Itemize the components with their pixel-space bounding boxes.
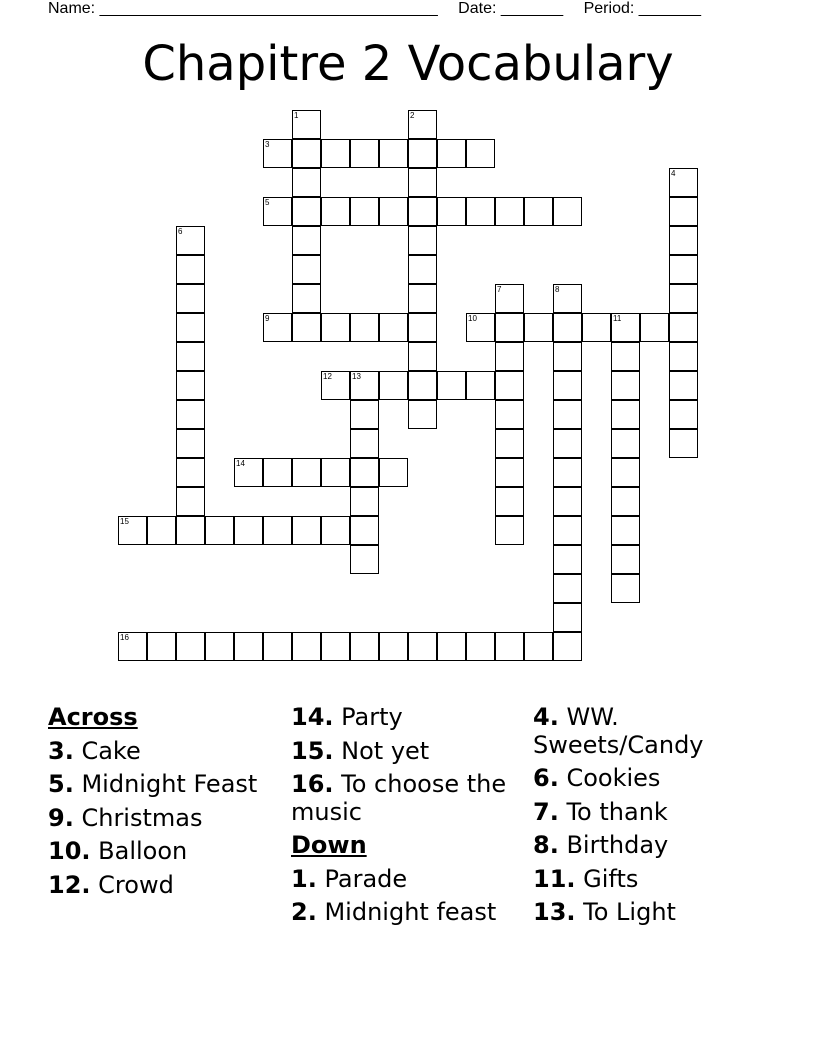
grid-cell[interactable]: [147, 516, 176, 545]
cell-number: 1: [294, 111, 299, 120]
cell-number: 8: [555, 285, 560, 294]
grid-cell[interactable]: [495, 429, 524, 458]
grid-cell[interactable]: [437, 139, 466, 168]
across-heading: Across: [48, 703, 138, 731]
grid-cell[interactable]: [437, 632, 466, 661]
clue-text: Birthday: [566, 831, 669, 859]
grid-cell[interactable]: [321, 632, 350, 661]
cell-number: 7: [497, 285, 502, 294]
grid-cell[interactable]: [350, 139, 379, 168]
grid-cell[interactable]: [292, 516, 321, 545]
grid-cell[interactable]: [611, 458, 640, 487]
grid-cell[interactable]: [553, 516, 582, 545]
grid-cell[interactable]: [176, 342, 205, 371]
grid-cell[interactable]: [263, 516, 292, 545]
clue-number: 14.: [291, 703, 334, 731]
grid-cell[interactable]: [466, 371, 495, 400]
grid-cell[interactable]: [379, 139, 408, 168]
clue-number: 8.: [533, 831, 559, 859]
grid-cell[interactable]: [408, 371, 437, 400]
grid-cell[interactable]: [495, 342, 524, 371]
grid-cell[interactable]: [582, 313, 611, 342]
grid-cell[interactable]: [669, 226, 698, 255]
grid-cell[interactable]: [669, 400, 698, 429]
grid-cell[interactable]: [495, 400, 524, 429]
clue-column-1: [48, 704, 278, 905]
grid-cell[interactable]: [292, 197, 321, 226]
grid-cell[interactable]: [147, 632, 176, 661]
cell-number: 3: [265, 140, 270, 149]
grid-cell[interactable]: [553, 458, 582, 487]
grid-cell[interactable]: [466, 139, 495, 168]
clue-down-6: [533, 765, 763, 793]
grid-cell[interactable]: [234, 632, 263, 661]
grid-cell[interactable]: [408, 197, 437, 226]
grid-cell[interactable]: [350, 458, 379, 487]
grid-cell[interactable]: [611, 429, 640, 458]
grid-cell[interactable]: [466, 632, 495, 661]
clue-number: 9.: [48, 803, 74, 832]
name-field[interactable]: Name: ______________________________________: [48, 0, 438, 17]
clue-text: To Light: [583, 898, 676, 926]
clue-down-7: [533, 799, 763, 827]
grid-cell[interactable]: [350, 516, 379, 545]
grid-cell[interactable]: [669, 255, 698, 284]
clue-number: 3.: [48, 736, 74, 765]
clue-across-5: [48, 771, 278, 799]
grid-cell[interactable]: [553, 342, 582, 371]
clue-text: Crowd: [98, 870, 174, 899]
clue-number: 15.: [291, 736, 334, 765]
grid-cell[interactable]: [408, 255, 437, 284]
grid-cell[interactable]: [234, 458, 263, 487]
grid-cell[interactable]: [611, 371, 640, 400]
grid-cell[interactable]: [669, 371, 698, 400]
grid-cell[interactable]: [553, 574, 582, 603]
cell-number: 14: [236, 459, 245, 468]
clue-number: 10.: [48, 837, 91, 865]
down-heading: Down: [291, 831, 367, 859]
grid-cell[interactable]: [611, 545, 640, 574]
grid-cell[interactable]: [176, 487, 205, 516]
grid-cell[interactable]: [611, 574, 640, 603]
grid-cell[interactable]: [321, 458, 350, 487]
grid-cell[interactable]: [495, 284, 524, 313]
grid-cell[interactable]: [379, 371, 408, 400]
clue-number: 1.: [291, 864, 317, 893]
grid-cell[interactable]: [611, 400, 640, 429]
grid-cell[interactable]: [611, 516, 640, 545]
grid-cell[interactable]: [321, 313, 350, 342]
grid-cell[interactable]: [408, 284, 437, 313]
grid-cell[interactable]: [553, 632, 582, 661]
grid-cell[interactable]: [263, 458, 292, 487]
page-title: Chapitre 2 Vocabulary: [142, 36, 674, 92]
clue-down-11: [533, 866, 763, 894]
grid-cell[interactable]: [669, 342, 698, 371]
grid-cell[interactable]: [408, 632, 437, 661]
clue-number: 12.: [48, 870, 91, 899]
clue-number: 11.: [533, 864, 576, 893]
grid-cell[interactable]: [321, 371, 350, 400]
student-info-line: [48, 0, 768, 20]
grid-cell[interactable]: [524, 632, 553, 661]
cell-number: 15: [120, 517, 129, 526]
grid-cell[interactable]: [495, 632, 524, 661]
grid-cell[interactable]: [640, 313, 669, 342]
clue-text: Gifts: [583, 864, 639, 893]
grid-cell[interactable]: [350, 313, 379, 342]
grid-cell[interactable]: [292, 632, 321, 661]
grid-cell[interactable]: [524, 313, 553, 342]
clue-text: Midnight Feast: [81, 770, 258, 798]
cell-number: 5: [265, 198, 270, 207]
grid-cell[interactable]: [495, 516, 524, 545]
grid-cell[interactable]: [350, 197, 379, 226]
grid-cell[interactable]: [176, 313, 205, 342]
clue-number: 7.: [533, 797, 559, 826]
grid-cell[interactable]: [379, 197, 408, 226]
clue-down-13: [533, 899, 763, 927]
clue-across-16: [291, 771, 521, 826]
grid-cell[interactable]: [176, 516, 205, 545]
grid-cell[interactable]: [205, 632, 234, 661]
clue-down-8: [533, 832, 763, 860]
clue-number: 4.: [533, 703, 559, 731]
grid-cell[interactable]: [176, 458, 205, 487]
grid-cell[interactable]: [495, 313, 524, 342]
clue-across-12: [48, 872, 278, 900]
grid-cell[interactable]: [553, 545, 582, 574]
grid-cell[interactable]: [495, 197, 524, 226]
clue-number: 16.: [291, 770, 334, 798]
clue-down-2: [291, 899, 521, 927]
clue-text: To choose the music: [291, 770, 507, 826]
clue-number: 5.: [48, 770, 74, 798]
clue-text: To thank: [566, 797, 668, 826]
grid-cell[interactable]: [408, 226, 437, 255]
grid-cell[interactable]: [495, 371, 524, 400]
grid-cell[interactable]: [553, 371, 582, 400]
grid-cell[interactable]: [408, 139, 437, 168]
grid-cell[interactable]: [553, 603, 582, 632]
cell-number: 10: [468, 314, 477, 323]
grid-cell[interactable]: [350, 632, 379, 661]
grid-cell[interactable]: [408, 342, 437, 371]
date-field[interactable]: Date: _______: [458, 0, 564, 17]
clue-down-1: [291, 866, 521, 894]
grid-cell[interactable]: [669, 284, 698, 313]
grid-cell[interactable]: [263, 313, 292, 342]
clue-down-4: [533, 704, 763, 759]
grid-cell[interactable]: [118, 516, 147, 545]
grid-cell[interactable]: [350, 545, 379, 574]
grid-cell[interactable]: [611, 342, 640, 371]
grid-cell[interactable]: [379, 458, 408, 487]
grid-cell[interactable]: [350, 487, 379, 516]
clue-across-14: [291, 704, 521, 732]
clue-across-10: [48, 838, 278, 866]
grid-cell[interactable]: [176, 284, 205, 313]
grid-cell[interactable]: [321, 139, 350, 168]
cell-number: 2: [410, 111, 415, 120]
grid-cell[interactable]: [669, 313, 698, 342]
grid-cell[interactable]: [524, 197, 553, 226]
grid-cell[interactable]: [553, 487, 582, 516]
grid-cell[interactable]: [466, 197, 495, 226]
clue-column-2: [291, 704, 521, 933]
cell-number: 12: [323, 372, 332, 381]
grid-cell[interactable]: [350, 429, 379, 458]
grid-cell[interactable]: [408, 313, 437, 342]
grid-cell[interactable]: [350, 371, 379, 400]
clue-across-15: [291, 738, 521, 766]
grid-cell[interactable]: [292, 110, 321, 139]
grid-cell[interactable]: [263, 197, 292, 226]
grid-cell[interactable]: [176, 400, 205, 429]
grid-cell[interactable]: [292, 284, 321, 313]
grid-cell[interactable]: [176, 255, 205, 284]
grid-cell[interactable]: [553, 284, 582, 313]
grid-cell[interactable]: [292, 168, 321, 197]
cell-number: 9: [265, 314, 270, 323]
grid-cell[interactable]: [118, 632, 147, 661]
grid-cell[interactable]: [611, 487, 640, 516]
grid-cell[interactable]: [176, 371, 205, 400]
clue-number: 13.: [533, 898, 576, 926]
clue-text: Balloon: [98, 837, 188, 865]
grid-cell[interactable]: [553, 400, 582, 429]
cell-number: 16: [120, 633, 129, 642]
clue-text: WW. Sweets/Candy: [533, 703, 704, 759]
grid-cell[interactable]: [669, 168, 698, 197]
grid-cell[interactable]: [379, 313, 408, 342]
grid-cell[interactable]: [321, 516, 350, 545]
clue-text: Party: [341, 703, 403, 731]
grid-cell[interactable]: [495, 487, 524, 516]
clue-text: Not yet: [341, 736, 430, 765]
grid-cell[interactable]: [553, 313, 582, 342]
grid-cell[interactable]: [205, 516, 234, 545]
grid-cell[interactable]: [437, 371, 466, 400]
grid-cell[interactable]: [176, 632, 205, 661]
clue-column-3: [533, 704, 763, 933]
clue-text: Cookies: [566, 764, 661, 792]
grid-cell[interactable]: [292, 139, 321, 168]
cell-number: 4: [671, 169, 676, 178]
clue-text: Midnight feast: [324, 898, 497, 926]
grid-cell[interactable]: [466, 313, 495, 342]
grid-cell[interactable]: [292, 255, 321, 284]
grid-cell[interactable]: [408, 110, 437, 139]
clue-text: Christmas: [81, 803, 203, 832]
grid-cell[interactable]: [611, 313, 640, 342]
grid-cell[interactable]: [176, 226, 205, 255]
grid-cell[interactable]: [408, 168, 437, 197]
grid-cell[interactable]: [379, 632, 408, 661]
cell-number: 13: [352, 372, 361, 381]
clue-across-3: [48, 738, 278, 766]
grid-cell[interactable]: [292, 313, 321, 342]
grid-cell[interactable]: [234, 516, 263, 545]
cell-number: 11: [613, 314, 622, 323]
grid-cell[interactable]: [263, 139, 292, 168]
clue-text: Parade: [324, 864, 408, 893]
grid-cell[interactable]: [669, 197, 698, 226]
grid-cell[interactable]: [350, 400, 379, 429]
clue-number: 6.: [533, 764, 559, 792]
grid-cell[interactable]: [553, 197, 582, 226]
grid-cell[interactable]: [321, 197, 350, 226]
grid-cell[interactable]: [495, 458, 524, 487]
period-field[interactable]: Period: _______: [583, 0, 702, 17]
cell-number: 6: [178, 227, 183, 236]
grid-cell[interactable]: [408, 400, 437, 429]
clue-across-9: [48, 805, 278, 833]
grid-cell[interactable]: [669, 429, 698, 458]
grid-cell[interactable]: [553, 429, 582, 458]
grid-cell[interactable]: [263, 632, 292, 661]
clue-number: 2.: [291, 898, 317, 926]
grid-cell[interactable]: [437, 197, 466, 226]
grid-cell[interactable]: [292, 226, 321, 255]
grid-cell[interactable]: [292, 458, 321, 487]
grid-cell[interactable]: [176, 429, 205, 458]
clue-text: Cake: [81, 736, 141, 765]
